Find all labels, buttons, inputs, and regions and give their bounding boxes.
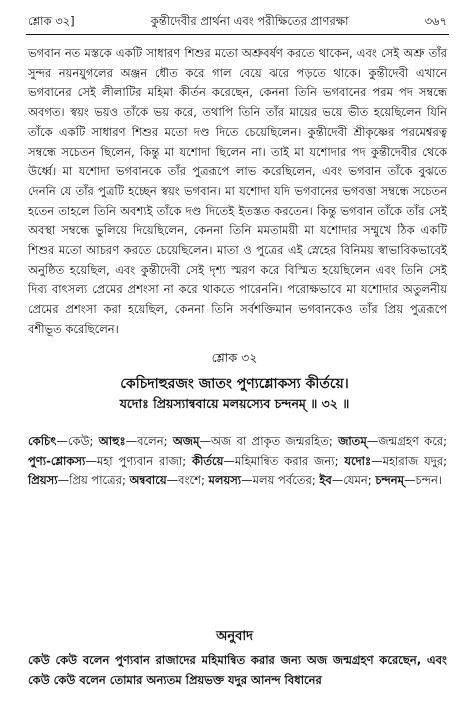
translation-paragraph: কেউ কেউ বলেন পুণ্যবান রাজাদের মহিমান্বিত করার জন্য অজ জন্মগ্রহণ করেছেন, এবং কেউ কেউ বলেন তোমার অন্যতম প্রিয়ভক্ত যদুর আনন্দ বিধানের bbox=[28, 653, 447, 687]
synonym-word: যদোঃ bbox=[344, 453, 372, 468]
verse-line-2: যদোঃ প্রিয়স্যান্ববায়ে মলয়স্যেব চন্দনম্ ॥ ৩২ ॥ bbox=[119, 396, 350, 411]
synonym-meaning: মহা পুণ্যবান রাজা bbox=[96, 453, 183, 468]
commentary-text bbox=[28, 44, 447, 340]
synonym-meaning: প্রিয় পাত্রের bbox=[69, 473, 122, 488]
synonym-meaning: কেউ bbox=[67, 434, 90, 448]
synonym-word: প্রিয়স্য bbox=[28, 473, 58, 488]
synonym-paragraph: কেচিৎ—কেউ; আহুঃ—বলেন; অজম্—অজ বা প্রাকৃত জন্মরহিত; জাতম্—জন্মগ্রহণ করে; পুণ্য-শ্লোকস্য—মহা পুণ্যবান রাজা; কীর্তয়ে—মহিমান্বিত করার জন্য; যদোঃ—মহারাজ যদুর; প্রিয়স্য—প্রিয় পাত্রের; অন্ববায়ে—বংশে; মলয়স্য—মলয় পর্বতের; ইব—যেমন; চন্দনম্—চন্দন। bbox=[28, 434, 448, 488]
synonym-meaning: মহিমান্বিত করার জন্য bbox=[234, 453, 335, 468]
synonym-meaning: চন্দন bbox=[415, 473, 438, 488]
page-header bbox=[28, 10, 447, 32]
translation-text bbox=[28, 651, 447, 690]
verse-line-1: কেচিদাহুরজং জাতং পুণ্যশ্লোকস্য কীর্তয়ে। bbox=[120, 376, 349, 392]
synonym-meaning: জন্মগ্রহণ করে bbox=[378, 434, 444, 448]
synonym-word: আহুঃ bbox=[98, 434, 126, 448]
verse-number: শ্লোক ৩২ bbox=[211, 350, 258, 365]
synonym-meaning: মহারাজ যদুর bbox=[382, 453, 444, 468]
synonym-word: অন্ববায়ে bbox=[129, 473, 167, 488]
translation-heading: অনুবাদ bbox=[216, 629, 253, 644]
synonym-meaning: যেমন bbox=[343, 473, 368, 488]
word-for-word-synonyms bbox=[28, 432, 447, 491]
synonym-word: ইব bbox=[319, 473, 332, 488]
header-rule bbox=[26, 34, 449, 35]
header-chapter-title: কুন্তীদেবীর প্রার্থনা এবং পরীক্ষিতের প্রাণরক্ষা bbox=[150, 14, 349, 28]
page-number: ৩৬৭ bbox=[424, 14, 447, 28]
synonym-meaning: মলয় পর্বতের bbox=[252, 473, 312, 488]
commentary-paragraph: ভগবান নত মস্তকে একটি সাধারণ শিশুর মতো অশ্রুবর্ষণ করতে থাকেন, এবং সেই অশ্রু তাঁর সুন্দর নয়নযুগলের অঞ্জন ধৌত করে গাল বেয়ে ঝরে পড়তে থাকে। কুন্তীদেবী এখানে ভগবানের সেই লীলাটির মহিমা কীর্তন করেছেন, কেননা তিনি ভগবানের পরম পদ সম্বন্ধে অবগত। স্বয়ং ভয়ও তাঁকে ভয় করে, তথাপি তিনি তাঁর মায়ের ভয়ে ভীত হয়েছিলেন যিনি তাঁকে একটি সাধারণ শিশুর মতো দণ্ড দিতে চেয়েছিলেন। কুন্তীদেবী শ্রীকৃষ্ণের পরমেশ্বরত্ব সম্বন্ধে সচেতন ছিলেন, কিন্তু মা যশোদা ছিলেন না। তাই মা যশোদার পদ কুন্তীদেবীর থেকে উর্ধ্বে। মা যশোদা ভগবানকে তাঁর পুত্ররূপে লাভ করেছিলেন, এবং ভগবান তাঁকে বুঝতে দেননি যে তাঁর পুত্রটি হচ্ছেন স্বয়ং ভগবান। মা যশোদা যদি ভগবানের ভগবত্তা সম্বন্ধে সচেতন হতেন তাহলে তিনি অবশ্যই তাঁকে দণ্ড দিতেই ইতস্তত করতেন। কিন্তু ভগবান তাঁকে তাঁর সেই অবস্থা সম্বন্ধে ভুলিয়ে দিয়েছিলেন, কেননা তিনি মমতাময়ী মা যশোদার সম্মুখে ঠিক একটি শিশুর মতো আচরণ করতে চেয়েছিলেন। মাতা ও পুত্রের এই স্নেহের বিনিময় স্বাভাবিকভাবেই অনুষ্ঠিত হয়েছিল, এবং কুন্তীদেবী সেই দৃশ্য স্মরণ করে বিস্মিত হয়েছিলেন এবং তিনি সেই দিব্য বাৎসল্য প্রেমের প্রশংসা না করে থাকতে পারেননি। পরোক্ষভাবে মা যশোদার অতুলনীয় প্রেমের প্রশংসা করা হয়েছিল, কেননা তিনি সর্বশক্তিমান ভগবানকেও তাঁর প্রিয় পুত্ররূপে বশীভূত করেছিলেন। bbox=[28, 46, 447, 336]
synonym-word: কেচিৎ bbox=[28, 434, 57, 448]
synonym-word: পুণ্য-শ্লোকস্য bbox=[28, 453, 86, 468]
synonym-meaning: বলেন bbox=[137, 434, 164, 448]
synonym-word: কীর্তয়ে bbox=[192, 453, 224, 468]
header-verse-ref: শ্লোক ৩২] bbox=[28, 14, 75, 28]
synonym-meaning: অজ বা প্রাকৃত জন্মরহিত bbox=[210, 434, 329, 448]
synonym-word: জাতম্ bbox=[338, 434, 367, 448]
synonym-word: চন্দনম্ bbox=[375, 473, 405, 488]
synonym-word: মলয়স্য bbox=[208, 473, 242, 488]
synonym-word: অজম্ bbox=[172, 434, 200, 448]
synonym-meaning: বংশে bbox=[178, 473, 201, 488]
